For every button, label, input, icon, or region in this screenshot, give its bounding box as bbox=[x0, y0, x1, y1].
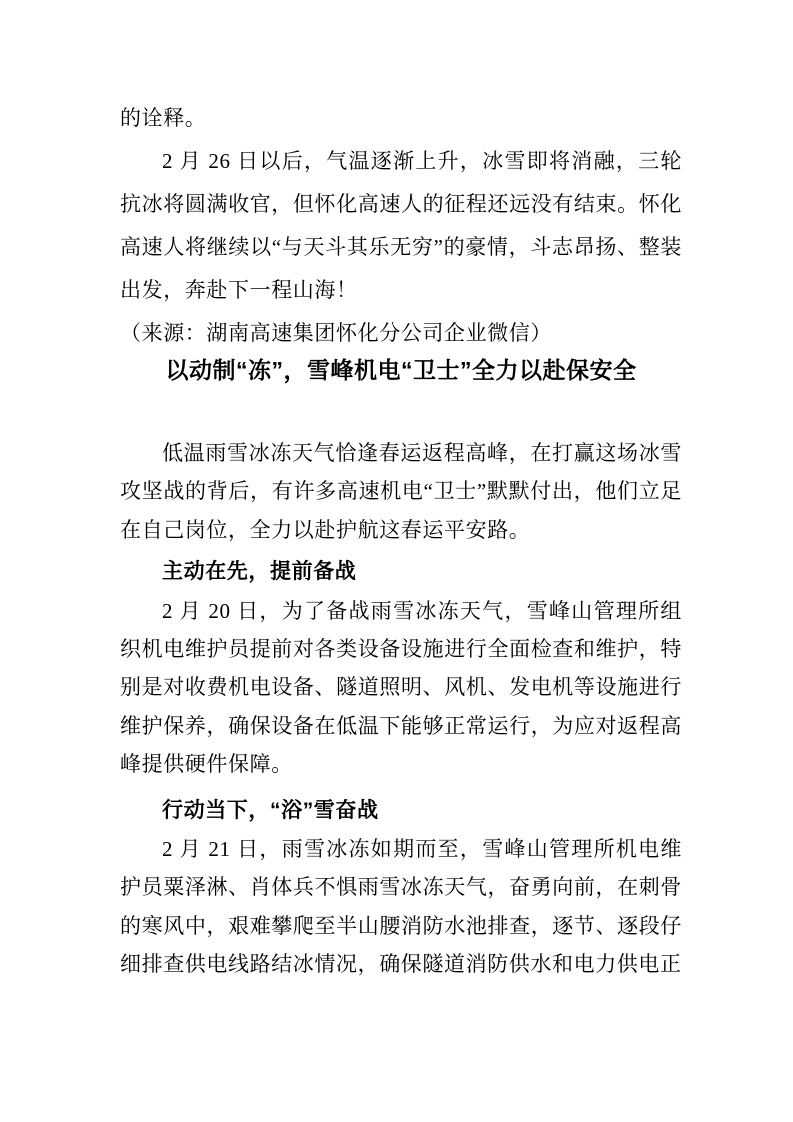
article-body bbox=[120, 434, 682, 984]
page-content bbox=[120, 97, 682, 984]
section-heading-proactive-preparation: 主动在先，提前备战 bbox=[162, 560, 357, 584]
article-title: 以动制“冻”，雪峰机电“卫士”全力以赴保安全 bbox=[165, 357, 637, 383]
section-heading-action-in-snow: 行动当下，“浴”雪奋战 bbox=[162, 798, 379, 822]
section-body-action-in-snow: 2 月 21 日，雨雪冰冻如期而至，雪峰山管理所机电维护员粟泽淋、肖体兵不惧雨雪冰冻天气，奋勇向前，在刺骨的寒风中，艰难攀爬至半山腰消防水池排查，逐节、逐段仔细排查供电线路结冰情况，确保隧道消防供水和电力供电正 bbox=[120, 837, 682, 977]
previous-article-tail bbox=[120, 97, 682, 355]
article-intro-paragraph: 低温雨雪冰冻天气恰逢春运返程高峰，在打赢这场冰雪攻坚战的背后，有许多高速机电“卫士”默默付出，他们立足在自己岗位，全力以赴护航这春运平安路。 bbox=[120, 441, 682, 542]
source-attribution: （来源：湖南高速集团怀化分公司企业微信） bbox=[120, 321, 552, 345]
paragraph-feb26: 2 月 26 日以后，气温逐渐上升，冰雪即将消融，三轮抗冰将圆满收官，但怀化高速人的征程还远没有结束。怀化高速人将继续以“与天斗其乐无穷”的豪情，斗志昂扬、整装出发，奔赴下一程山海！ bbox=[120, 149, 682, 302]
paragraph-tail: 的诠释。 bbox=[120, 106, 207, 130]
section-body-proactive-preparation: 2 月 20 日，为了备战雨雪冰冻天气，雪峰山管理所组织机电维护员提前对各类设备设施进行全面检查和维护，特别是对收费机电设备、隧道照明、风机、发电机等设施进行维护保养，确保设备在低温下能够正常运行，为应对返程高峰提供硬件保障。 bbox=[120, 598, 682, 777]
